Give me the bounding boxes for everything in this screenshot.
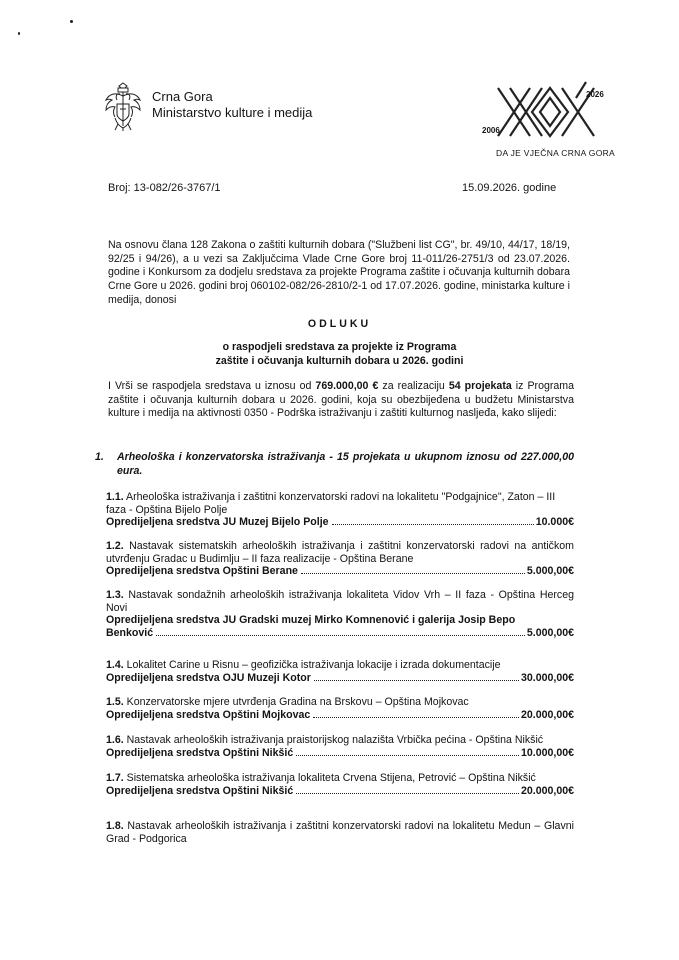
allocation-line [106,747,574,760]
dot-leader [313,717,519,718]
list-item [106,540,574,578]
item-description: Lokalitet Carine u Risnu – geofizička istraživanja lokacije i izrada dokumentacije [126,659,501,671]
allocation-label: Benković [106,626,154,639]
item-number: 1.3. [106,589,124,601]
item-number: 1.5. [106,696,124,708]
allocation-label-line-1: Opredijeljena sredstva JU Gradski muzej Mirko Komnenović i galerija Josip Bepo [106,614,516,627]
section-heading: Arheološka i konzervatorska istraživanja - 15 projekata u ukupnom iznosu od 227.000,00 eura. [117,451,574,477]
list-item [106,696,574,721]
item-description: Nastavak sondažnih arheoloških istraživanja lokaliteta Vidov Vrh – II faza - Opština Herceg Novi [106,589,574,614]
allocation-line [106,627,574,640]
allocation-amount: 5.000,00€ [526,565,574,578]
allocation-line [106,785,574,798]
item-number: 1.2. [106,540,124,552]
decision-text-2: za realizaciju [378,380,449,392]
dot-leader [296,755,519,756]
coat-of-arms-logo [103,82,143,132]
allocation-amount: 5.000,00€ [526,626,574,639]
allocation-label: Opredijeljena sredstva Opštini Nikšić [106,746,294,759]
scan-speck [70,20,73,23]
allocation-label: Opredijeljena sredstva JU Muzej Bijelo Polje [106,516,329,529]
item-description: Nastavak arheoloških istraživanja praistorijskog nalazišta Vrbička pećina - Opština Nikšić [126,734,544,746]
decision-text-1: I Vrši se raspodjela sredstava u iznosu od [108,380,316,392]
org-line-2: Ministarstvo kulture i medija [152,105,313,120]
allocation-amount: 30.000,00€ [520,671,574,684]
decision-text-3: iz Programa zaštite i očuvanja kulturnih dobara u 2026. godini, koja su obezbijeđena u budžetu Ministarstva kulture i medija na aktivnosti 0350 - Podrška istraživanju i zaštiti kulturnog nasljeđa, kako slijedi: [108,380,574,420]
dot-leader [332,524,534,525]
allocation-amount: 20.000,00€ [520,784,574,797]
list-item [106,772,574,797]
document-subtitle-1: o raspodjeli sredstava za projekte iz Programa [222,341,457,353]
allocation-label: Opredijeljena sredstva Opštini Nikšić [106,784,294,797]
item-number: 1.6. [106,734,124,746]
decision-project-count: 54 projekata [448,380,512,392]
dot-leader [314,680,519,681]
logo-tagline: DA JE VJEČNA CRNA GORA [496,148,616,158]
item-description: Nastavak arheoloških istraživanja i zaštitni konzervatorski radovi na lokalitetu Medun – Glavni Grad - Podgorica [106,820,574,845]
allocation-amount: 10.000,00€ [520,746,574,759]
document-title: ODLUKU [307,318,372,330]
allocation-amount: 20.000,00€ [520,708,574,721]
dot-leader [156,635,525,636]
org-line-1: Crna Gora [152,89,213,104]
allocation-line [106,672,574,685]
dot-leader [296,793,519,794]
allocation-amount: 10.000€ [535,516,574,529]
list-item [106,734,574,759]
allocation-label: Opredijeljena sredstva OJU Muzeji Kotor [106,671,311,684]
intro-paragraph: Na osnovu člana 128 Zakona o zaštiti kulturnih dobara ("Službeni list CG", br. 49/10, 44/17, 18/19, 92/25 i 94/26), a u vezi sa Zaključcima Vlade Crne Gore broj 11-011/26-2751/3 od 23.07.2026. godine i Konkursom za dodjelu sredstava za projekte Programa zaštite i očuvanja kulturnih dobara Crne Gore u 2026. godini broj 060102-082/26-2810/2-1 od 17.07.2026. godine, ministarka kulture i medija, donosi [108,239,570,306]
list-item [106,659,574,684]
allocation-line [106,709,574,722]
list-item [106,820,574,845]
item-number: 1.4. [106,659,124,671]
scan-speck [18,32,20,35]
decision-amount: 769.000,00 € [315,380,379,392]
section-number: 1. [95,451,104,463]
allocation-line [106,516,574,529]
item-description: Konzervatorske mjere utvrđenja Gradina na Brskovu – Opština Mojkovac [126,696,469,708]
item-description: Nastavak sistematskih arheoloških istraživanja i zaštitni konzervatorski radovi na antičkom utvrđenju Gradac u Budimlju – II faza realizacije - Opština Berane [106,540,574,565]
logo-year-right: 2026 [586,90,604,99]
allocation-label: Opredijeljena sredstva Opštini Berane [106,565,298,578]
allocation-label: Opredijeljena sredstva Opštini Mojkovac [106,708,311,721]
logo-year-left: 2006 [482,126,500,135]
decision-paragraph [108,380,574,421]
document-subtitle-2: zaštite i očuvanja kulturnih dobara u 2026. godini [215,355,464,367]
list-item [106,491,574,529]
document-number: Broj: 13-082/26-3767/1 [108,182,221,194]
list-item [106,589,574,639]
dot-leader [301,573,525,574]
item-number: 1.7. [106,772,124,784]
item-number: 1.8. [106,820,124,832]
document-date: 15.09.2026. godine [462,182,557,194]
item-number: 1.1. [106,491,124,503]
allocation-line [106,565,574,578]
item-description: Arheološka istraživanja i zaštitni konzervatorski radovi na lokalitetu "Podgajnice", Zaton – III faza - Opština Bijelo Polje [106,491,556,516]
item-description: Sistematska arheološka istraživanja lokaliteta Crvena Stijena, Petrović – Opština Nikšić [126,772,536,784]
